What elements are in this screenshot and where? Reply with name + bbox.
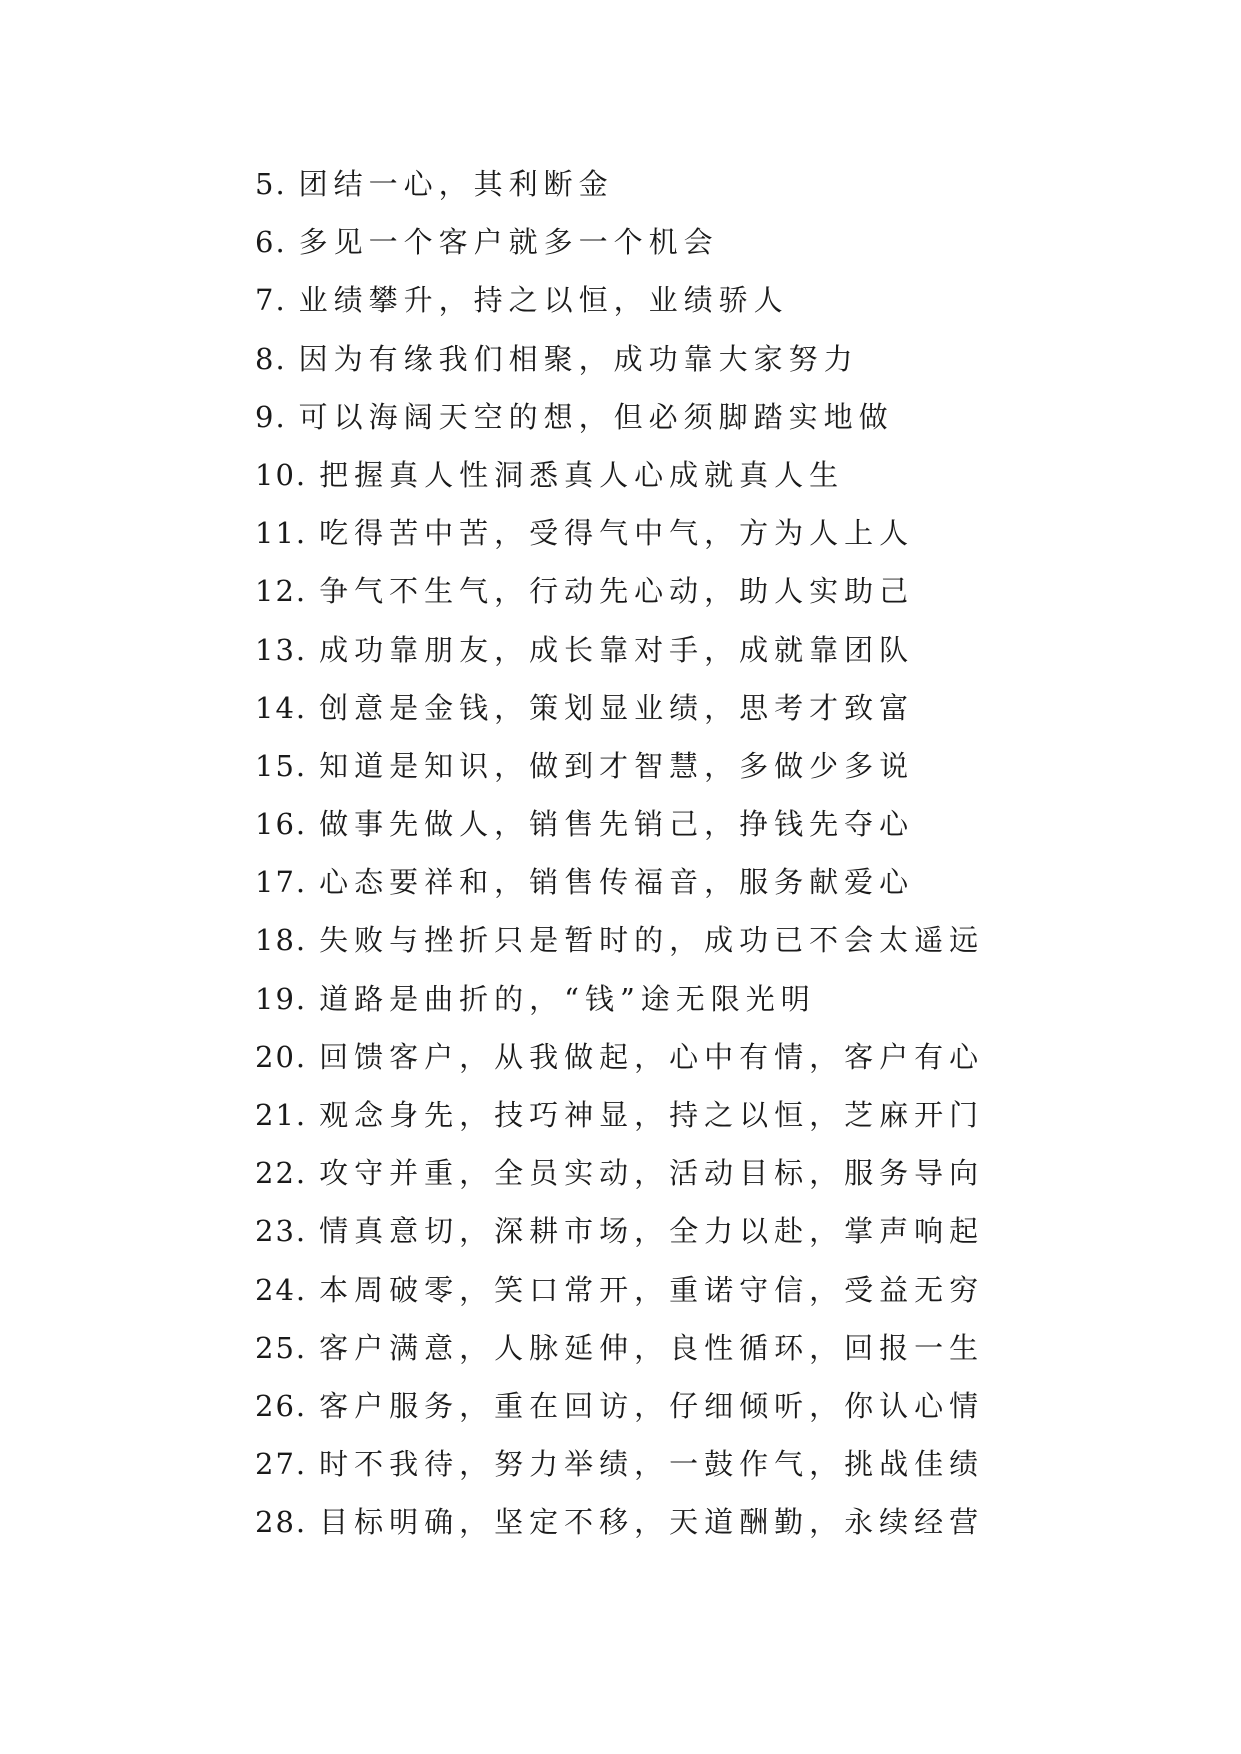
list-item — [255, 1144, 1055, 1202]
list-item — [255, 737, 1055, 795]
item-text: 成功靠朋友，成长靠对手，成就靠团队 — [319, 632, 915, 667]
item-text: 争气不生气，行动先心动，助人实助己 — [319, 574, 915, 609]
item-number: 17. — [255, 865, 308, 900]
item-text: 把握真人性洞悉真人心成就真人生 — [319, 457, 845, 492]
item-text: 客户满意，人脉延伸，良性循环，回报一生 — [319, 1330, 985, 1365]
item-number: 23. — [255, 1214, 308, 1249]
item-text: 心态要祥和，销售传福音，服务献爱心 — [319, 865, 915, 900]
item-text: 观念身先，技巧神显，持之以恒，芝麻开门 — [319, 1098, 985, 1132]
list-item — [255, 1086, 1055, 1144]
list-item — [255, 213, 1055, 271]
item-text: 客户服务，重在回访，仔细倾听，你认心情 — [319, 1388, 985, 1423]
item-text: 本周破零，笑口常开，重诺守信，受益无穷 — [319, 1272, 985, 1307]
item-number: 26. — [255, 1388, 308, 1423]
list-item — [255, 504, 1055, 562]
item-number: 21. — [255, 1098, 308, 1132]
item-number: 28. — [255, 1505, 308, 1540]
list-item — [255, 911, 1055, 969]
list-item — [255, 155, 1055, 213]
list-item — [255, 1435, 1055, 1493]
item-number: 19. — [255, 981, 308, 1016]
item-text: 攻守并重，全员实动，活动目标，服务导向 — [319, 1156, 985, 1191]
list-item — [255, 330, 1055, 388]
list-item — [255, 795, 1055, 853]
list-item — [255, 1319, 1055, 1377]
list-item — [255, 1377, 1055, 1435]
item-text: 道路是曲折的，“钱”途无限光明 — [319, 981, 816, 1016]
item-number: 5. — [255, 167, 287, 201]
item-number: 15. — [255, 748, 308, 783]
item-number: 13. — [255, 632, 308, 667]
list-item — [255, 621, 1055, 679]
item-text: 多见一个客户就多一个机会 — [298, 225, 719, 260]
item-text: 团结一心，其利断金 — [298, 167, 614, 201]
item-number: 24. — [255, 1272, 308, 1307]
item-text: 情真意切，深耕市场，全力以赴，掌声响起 — [319, 1214, 985, 1249]
item-number: 25. — [255, 1330, 308, 1365]
list-item — [255, 446, 1055, 504]
item-text: 可以海阔天空的想，但必须脚踏实地做 — [298, 399, 894, 434]
item-text: 业绩攀升，持之以恒，业绩骄人 — [298, 283, 789, 318]
item-number: 22. — [255, 1156, 308, 1191]
item-text: 知道是知识，做到才智慧，多做少多说 — [319, 748, 915, 783]
list-item — [255, 562, 1055, 620]
item-text: 创意是金钱，策划显业绩，思考才致富 — [319, 690, 915, 725]
item-text: 因为有缘我们相聚，成功靠大家努力 — [298, 341, 859, 376]
item-number: 8. — [255, 341, 287, 376]
item-text: 做事先做人，销售先销己，挣钱先夺心 — [319, 807, 915, 842]
item-text: 回馈客户，从我做起，心中有情，客户有心 — [319, 1039, 985, 1074]
item-number: 14. — [255, 690, 308, 725]
item-number: 16. — [255, 807, 308, 842]
list-item — [255, 679, 1055, 737]
list-item — [255, 1028, 1055, 1086]
item-text: 失败与挫折只是暂时的，成功已不会太遥远 — [319, 923, 985, 958]
item-number: 20. — [255, 1039, 308, 1074]
list-item — [255, 1261, 1055, 1319]
item-number: 10. — [255, 457, 308, 492]
item-number: 11. — [255, 516, 308, 551]
item-text: 时不我待，努力举绩，一鼓作气，挑战佳绩 — [319, 1447, 985, 1482]
item-number: 9. — [255, 399, 287, 434]
list-item — [255, 271, 1055, 329]
list-item — [255, 1202, 1055, 1260]
list-item — [255, 1493, 1055, 1551]
list-item — [255, 853, 1055, 911]
item-text: 吃得苦中苦，受得气中气，方为人上人 — [319, 516, 915, 551]
slogan-list — [255, 155, 1055, 1552]
list-item — [255, 970, 1055, 1028]
item-number: 7. — [255, 283, 287, 318]
list-item — [255, 388, 1055, 446]
item-number: 18. — [255, 923, 308, 958]
item-text: 目标明确，坚定不移，天道酬勤，永续经营 — [319, 1505, 985, 1540]
item-number: 27. — [255, 1447, 308, 1482]
item-number: 12. — [255, 574, 308, 609]
item-number: 6. — [255, 225, 287, 260]
